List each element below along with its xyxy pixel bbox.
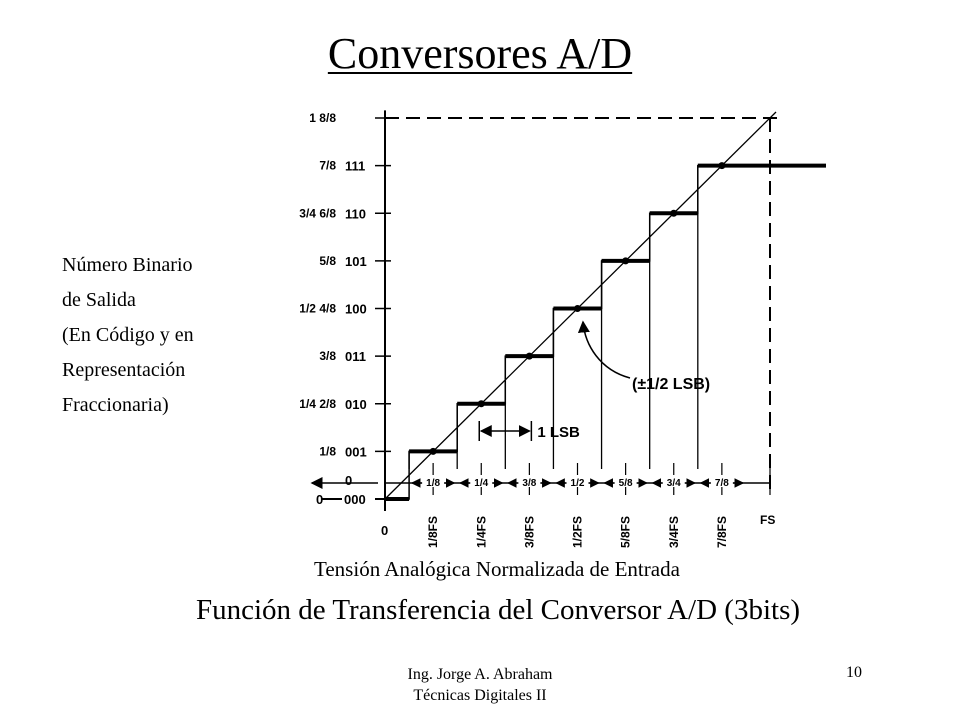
x-tick-label: FS	[760, 513, 776, 527]
figure-subtitle: Función de Transferencia del Conversor A/D (3bits)	[195, 594, 801, 626]
y-axis-description-line: de Salida	[62, 289, 136, 311]
y-axis-description-line: Representación	[62, 359, 186, 381]
y-code-label: 101	[345, 253, 367, 269]
y-code-label: 011	[345, 349, 366, 365]
y-axis-description-line: Fraccionaria)	[62, 394, 169, 416]
half-lsb-pointer	[583, 322, 630, 378]
interval-label: 1/2	[570, 478, 585, 489]
midpoint-dot	[670, 210, 677, 217]
x-axis-caption: Tensión Analógica Normalizada de Entrada	[314, 557, 680, 581]
x-tick-label: 7/8FS	[714, 515, 729, 548]
page-number: 10	[846, 664, 862, 681]
author-name: Ing. Jorge A. Abraham	[407, 666, 553, 683]
staircase-line	[385, 166, 826, 499]
interval-label: 7/8	[714, 478, 729, 489]
y-fraction-label: 1/8	[319, 444, 336, 459]
midpoint-dot	[430, 448, 437, 455]
x-zero-label: 0	[345, 473, 353, 488]
y-axis-description-line: Número Binario	[62, 254, 193, 276]
y-fraction-label: 1/4 2/8	[299, 396, 336, 411]
y-fraction-label: 3/4 6/8	[299, 206, 336, 221]
interval-label: 5/8	[618, 478, 633, 489]
interval-label: 1/8	[426, 478, 441, 489]
x-tick-label: 1/4FS	[474, 515, 489, 548]
y-fraction-label: 3/8	[319, 349, 336, 364]
midpoint-dot	[718, 162, 725, 169]
y-fraction-label: 5/8	[319, 253, 336, 268]
x-tick-label: 0	[381, 523, 389, 538]
x-tick-label: 3/4FS	[666, 515, 681, 548]
y-code-label: 000	[344, 492, 366, 507]
y-code-label: 111	[345, 158, 366, 174]
slide-title: Conversores A/D	[327, 29, 633, 78]
half-lsb-label: (±1/2 LSB)	[632, 376, 711, 393]
footer-author	[300, 664, 660, 706]
y-code-label: 100	[345, 301, 367, 317]
midpoint-dot	[526, 353, 533, 360]
y-code-label: 110	[345, 206, 366, 222]
x-tick-label: 5/8FS	[618, 515, 633, 548]
y-fraction-label: 0	[316, 492, 324, 507]
y-code-label: 001	[345, 444, 367, 460]
midpoint-dot	[622, 257, 629, 264]
x-tick-label: 3/8FS	[522, 515, 537, 548]
interval-label: 3/8	[522, 478, 537, 489]
course-name: Técnicas Digitales II	[413, 687, 547, 704]
ideal-line	[385, 112, 776, 499]
x-tick-label: 1/2FS	[570, 515, 585, 548]
y-fraction-label: 7/8	[319, 158, 336, 173]
interval-label: 1/4	[474, 478, 489, 489]
midpoint-dot	[478, 400, 485, 407]
y-axis-description-line: (En Código y en	[62, 324, 194, 346]
x-tick-label: 1/8FS	[426, 515, 441, 548]
y-fraction-label: 1/2 4/8	[299, 301, 336, 316]
y-fraction-label: 1 8/8	[309, 111, 336, 125]
lsb-label: 1 LSB	[537, 424, 580, 441]
y-code-label: 010	[345, 396, 367, 412]
midpoint-dot	[574, 305, 581, 312]
interval-label: 3/4	[666, 478, 681, 489]
